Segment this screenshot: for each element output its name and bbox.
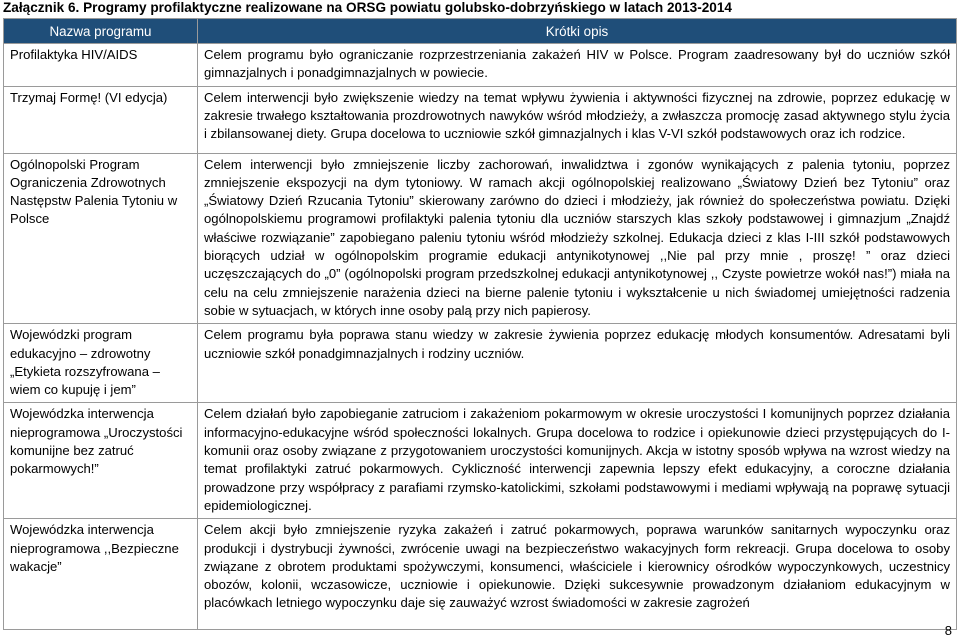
- program-name: Wojewódzka interwencja nieprogramowa „Uroczystości komunijne bez zatruć pokarmowych!”: [4, 403, 198, 519]
- table-header: [4, 19, 957, 44]
- program-name: Profilaktyka HIV/AIDS: [4, 44, 198, 87]
- table-row: [4, 403, 957, 519]
- program-description: Celem interwencji było zmniejszenie liczby zachorowań, inwalidztwa i zgonów wynikających z palenia tytoniu, poprzez zmniejszenie ekspozycji na dym tytoniowy. W ramach akcji ogólnopolskiej realizowano „Światowy Dzień bez Tytoniu” oraz „Światowy Dzień Rzucania Tytoniu” skierowany zarówno do dzieci i młodzieży, jak również do społeczeństwa powiatu. Dzięki ogólnopolskiemu programowi profilaktyki palenia tytoniu dla uczniów starszych klas szkoły podstawowej i gimnazjum „Znajdź właściwe rozwiązanie” zapobiegano paleniu tytoniu wśród młodzieży szkolnej. Edukacja dzieci z klas I-III szkół podstawowych biorących udział w ogólnopolskim programie edukacji antynikotynowej ,,Nie pal przy mnie , proszę! ” oraz dzieci uczęszczających do „0” (ogólnopolski program przedszkolnej edukacji antynikotynowej ,, Czyste powietrze wokół nas!”) miała na celu na celu zmniejszenie narażenia dzieci na bierne palenie tytoniu i wykształcenie u nich świadomej umiejętności radzenia sobie w sytuacjach, w których inne osoby palą przy nich papierosy.: [198, 153, 957, 324]
- table-row: [4, 324, 957, 403]
- table-row: [4, 86, 957, 153]
- program-description: Celem programu było ograniczanie rozprzestrzeniania zakażeń HIV w Polsce. Program zaadresowany był do uczniów szkół gimnazjalnych i ponadgimnazjalnych w powiecie.: [198, 44, 957, 87]
- page-number: 8: [944, 623, 952, 638]
- program-name: Ogólnopolski Program Ograniczenia Zdrowotnych Następstw Palenia Tytoniu w Polsce: [4, 153, 198, 324]
- program-name: Trzymaj Formę! (VI edycja): [4, 86, 198, 153]
- program-description: Celem działań było zapobieganie zatruciom i zakażeniom pokarmowym w okresie uroczystości I komunijnych poprzez działania informacyjno-edukacyjne wśród społeczności lokalnych. Grupa docelowa to rodzice i opiekunowie dzieci przystępujących do I-komunii oraz osoby związane z przygotowaniem uroczystości komunijnych. Akcja w istotny sposób wpływa na wzrost wiedzy na temat profilaktyki zatruć pokarmowych. Cykliczność interwencji zapewnia lepszy efekt edukacyjny, a coroczne działania prowadzone przy współpracy z parafiami rzymsko-katolickimi, szkołami podstawowymi i mediami wpływają na poprawę sytuacji epidemiologicznej.: [198, 403, 957, 519]
- column-header-description: Krótki opis: [198, 19, 957, 44]
- programs-table: [3, 18, 957, 630]
- table-body: [4, 44, 957, 630]
- document-caption: Załącznik 6. Programy profilaktyczne realizowane na ORSG powiatu golubsko-dobrzyńskiego w latach 2013-2014: [3, 0, 732, 15]
- program-description: Celem akcji było zmniejszenie ryzyka zakażeń i zatruć pokarmowych, poprawa warunków sanitarnych wypoczynku oraz produkcji i dystrybucji żywności, zwrócenie uwagi na bezpieczeństwo wakacyjnych form rekreacji. Grupa docelowa to osoby związane z obrotem produktami spożywczymi, konsumenci, właściciele i kierownicy ośrodków wypoczynkowych, uczestnicy obozów, kolonii, wczasowicze, uczniowie i opiekunowie. Dzięki sukcesywnie prowadzonym działaniom edukacyjnym w placówkach letniego wypoczynku daje się zauważyć wzrost świadomości w zakresie zagrożeń: [198, 519, 957, 630]
- table-row: [4, 519, 957, 630]
- program-name: Wojewódzka interwencja nieprogramowa ,,Bezpieczne wakacje”: [4, 519, 198, 630]
- column-header-name: Nazwa programu: [4, 19, 198, 44]
- table-row: [4, 44, 957, 87]
- table-row: [4, 153, 957, 324]
- program-description: Celem interwencji było zwiększenie wiedzy na temat wpływu żywienia i aktywności fizycznej na zdrowie, poprzez edukację w zakresie trwałego kształtowania prozdrowotnych nawyków wśród młodzieży, a zwłaszcza promocję zasad aktywnego stylu życia i zbilansowanej diety. Grupa docelowa to uczniowie szkół gimnazjalnych i klas V-VI szkół podstawowych oraz ich rodzice.: [198, 86, 957, 153]
- header-row: [4, 19, 957, 44]
- program-description: Celem programu była poprawa stanu wiedzy w zakresie żywienia poprzez edukację młodych konsumentów. Adresatami byli uczniowie szkół ponadgimnazjalnych i rodziny uczniów.: [198, 324, 957, 403]
- program-name: Wojewódzki program edukacyjno – zdrowotny „Etykieta rozszyfrowana – wiem co kupuję i jem”: [4, 324, 198, 403]
